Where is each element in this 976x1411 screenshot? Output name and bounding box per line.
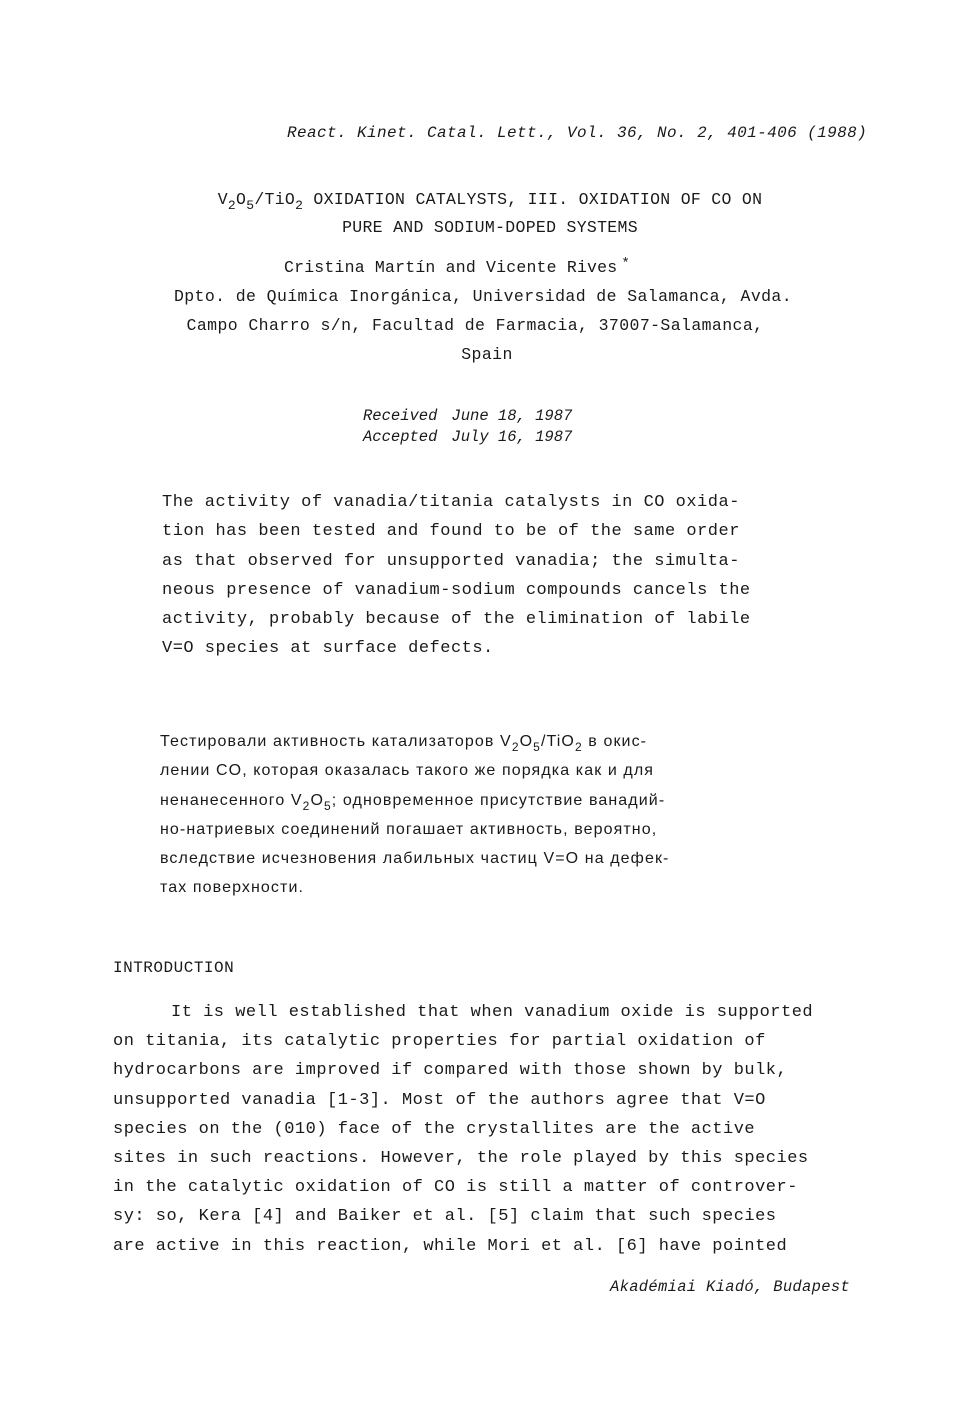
body-line: on titania, its catalytic properties for partial oxidation of — [113, 1032, 766, 1052]
russian-line: лении CO, которая оказалась такого же порядка как и для — [160, 762, 655, 780]
section-heading-introduction: INTRODUCTION — [113, 959, 235, 977]
abstract-line: as that observed for unsupported vanadia; the simulta- — [162, 551, 740, 571]
abstract-line: activity, probably because of the elimination of labile — [162, 610, 751, 630]
body-line: in the catalytic oxidation of CO is still a matter of controver- — [113, 1178, 798, 1198]
russian-subscript: 2 — [302, 798, 311, 813]
russian-line: тах поверхности. — [160, 879, 305, 897]
abstract-line: V=O species at surface defects. — [162, 639, 494, 659]
russian-subscript: 5 — [533, 740, 541, 754]
russian-text: O — [519, 733, 534, 750]
paper-title-line-1 — [2, 190, 976, 213]
affiliation-line-2: Campo Charro s/n, Facultad de Farmacia, 37007-Salamanca, — [186, 316, 764, 335]
received-date: June 18, 1987 — [451, 407, 573, 425]
publisher-footer: Akadémiai Kiadó, Budapest — [610, 1278, 851, 1296]
affiliation-line-1: Dpto. de Química Inorgánica, Universidad de Salamanca, Avda. — [173, 287, 793, 306]
title-formula-tio: /TiO — [254, 190, 296, 209]
submission-dates — [363, 406, 586, 448]
abstract-russian — [160, 727, 669, 903]
received-row — [363, 406, 586, 427]
body-line: sy: so, Kera [4] and Baiker et al. [5] claim that such species — [113, 1207, 777, 1227]
body-line-text: It is well established that when vanadium oxide is supported — [171, 1003, 814, 1022]
russian-text: O — [310, 791, 324, 809]
body-line: species on the (010) face of the crystallites are the active — [113, 1119, 756, 1139]
body-line — [113, 998, 813, 1027]
abstract-line: neous presence of vanadium-sodium compounds cancels the — [162, 580, 751, 600]
abstract-line: The activity of vanadia/titania catalysts in CO oxida- — [162, 493, 740, 512]
russian-text: в окис- — [582, 733, 648, 750]
affiliation-line-3: Spain — [461, 345, 513, 364]
russian-text: /TiO — [540, 733, 575, 750]
body-line: sites in such reactions. However, the role played by this species — [113, 1149, 809, 1169]
title-formula-v: V — [217, 190, 228, 209]
author-names: Cristina Martín and Vicente Rives — [284, 258, 618, 277]
accepted-date: July 16, 1987 — [451, 428, 573, 446]
corresponding-author-mark: * — [621, 256, 630, 272]
russian-text: ; одновременное присутствие ванадий- — [331, 791, 666, 809]
received-label: Received — [363, 407, 438, 425]
title-formula-ti-subscript: 2 — [295, 198, 304, 213]
russian-text: Тестировали активность катализаторов V — [160, 733, 512, 750]
title-formula-o-subscript: 5 — [246, 198, 255, 213]
russian-line — [160, 727, 669, 756]
title-line-1-text: OXIDATION CATALYSTS, III. OXIDATION OF CO ON — [303, 190, 763, 209]
russian-text: ненанесенного V — [160, 791, 303, 809]
russian-line: но-натриевых соединений погашает активность, вероятно, — [160, 820, 658, 838]
russian-line — [160, 786, 669, 815]
title-formula-o: O — [236, 190, 247, 209]
authors — [284, 256, 630, 277]
body-line: unsupported vanadia [1-3]. Most of the authors agree that V=O — [113, 1090, 766, 1110]
russian-subscript: 2 — [511, 740, 520, 754]
abstract-english — [162, 488, 751, 664]
introduction-body — [113, 998, 813, 1261]
body-line: are active in this reaction, while Mori et al. [6] have pointed — [113, 1236, 788, 1256]
russian-subscript: 5 — [324, 798, 332, 813]
paper-title-line-2: PURE AND SODIUM-DOPED SYSTEMS — [342, 218, 638, 237]
title-formula-v-subscript: 2 — [227, 198, 236, 213]
accepted-label: Accepted — [363, 428, 438, 446]
russian-subscript: 2 — [574, 740, 583, 754]
body-line: hydrocarbons are improved if compared with those shown by bulk, — [113, 1061, 788, 1081]
abstract-line: tion has been tested and found to be of the same order — [162, 522, 740, 542]
journal-reference: React. Kinet. Catal. Lett., Vol. 36, No. 2, 401-406 (1988) — [287, 124, 868, 142]
russian-line: вследствие исчезновения лабильных частиц V=O на дефек- — [160, 850, 670, 868]
accepted-row — [363, 427, 586, 448]
